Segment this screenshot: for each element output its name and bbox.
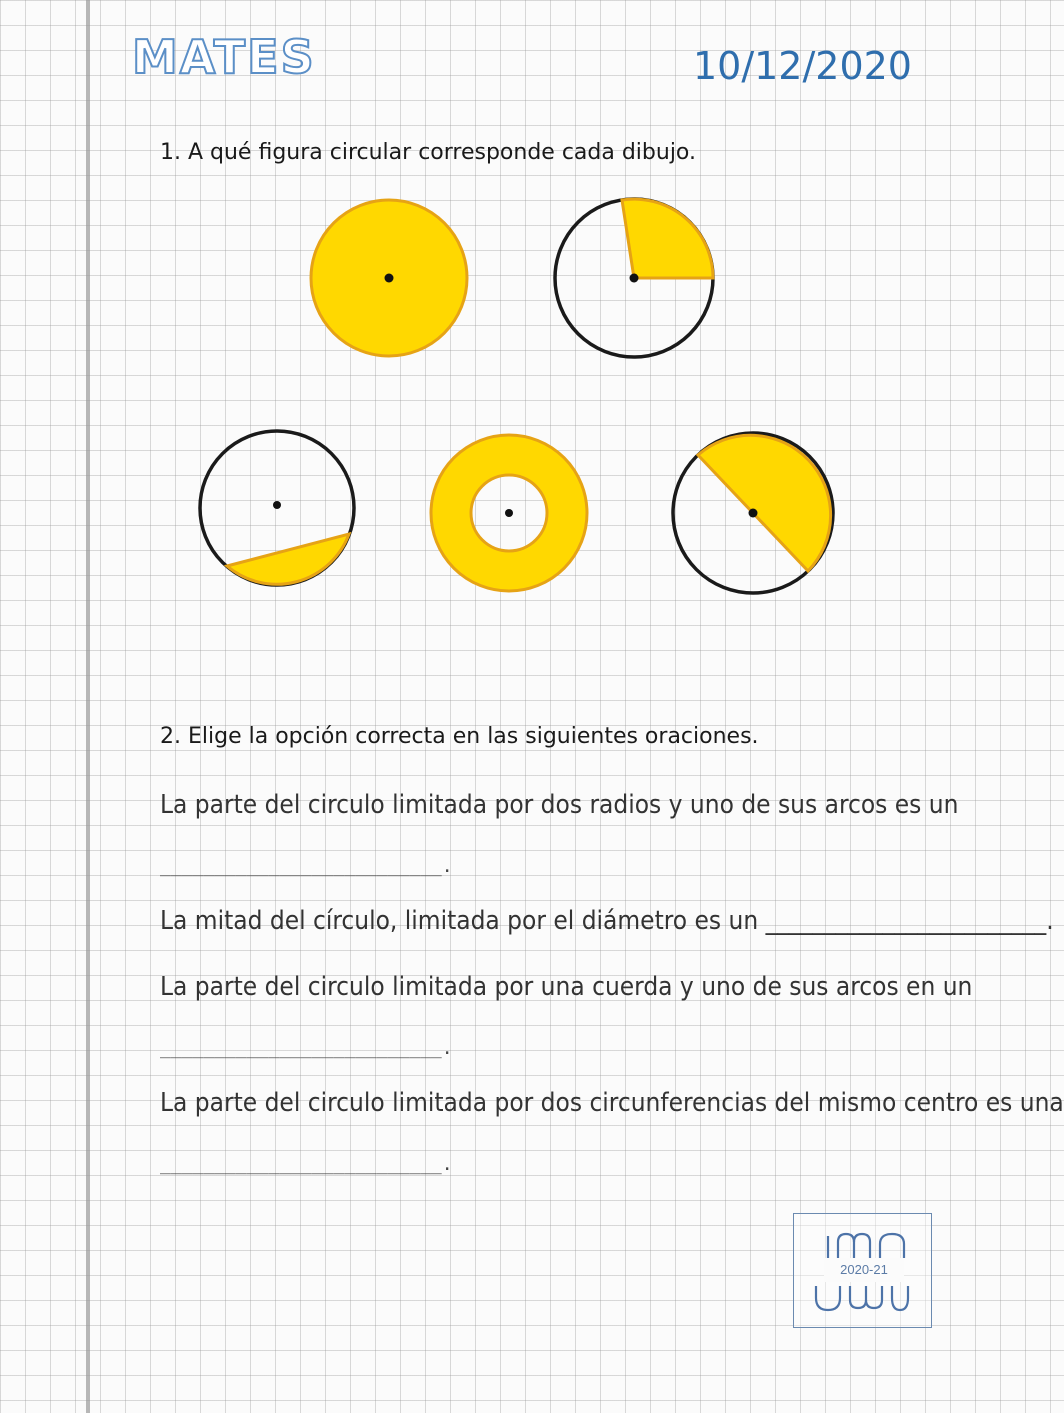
- circle-figures: [0, 0, 1000, 700]
- figure-circular-ring[interactable]: [431, 435, 587, 591]
- sentence-ring: La parte del circulo limitada por dos circunferencias del mismo centro es una: [160, 1088, 1064, 1118]
- sentence-semicircle: La mitad del círculo, limitada por el diámetro es un ________________________.: [160, 906, 1054, 936]
- sentence-sector: La parte del circulo limitada por dos radios y uno de sus arcos es un: [160, 790, 959, 820]
- sentence-segment: La parte del circulo limitada por una cuerda y uno de sus arcos en un: [160, 972, 973, 1002]
- page-title: MATES: [132, 30, 316, 84]
- figure-circle[interactable]: [311, 200, 467, 356]
- answer-blank-segment[interactable]: __________________________.: [160, 1038, 453, 1059]
- question-2: 2. Elige la opción correcta en las siguientes oraciones.: [160, 724, 759, 749]
- figure-circular-segment[interactable]: [200, 431, 354, 585]
- page-date: 10/12/2020: [692, 44, 912, 88]
- figure-semicircle[interactable]: [673, 433, 833, 593]
- logo-stamp: [793, 1213, 932, 1328]
- stamp-year: 2020-21: [824, 1258, 904, 1282]
- figure-circular-sector[interactable]: [555, 199, 713, 357]
- question-1: 1. A qué figura circular corresponde cada dibujo.: [160, 140, 697, 165]
- answer-blank-ring[interactable]: __________________________.: [160, 1154, 453, 1175]
- answer-blank-sector[interactable]: __________________________.: [160, 856, 453, 877]
